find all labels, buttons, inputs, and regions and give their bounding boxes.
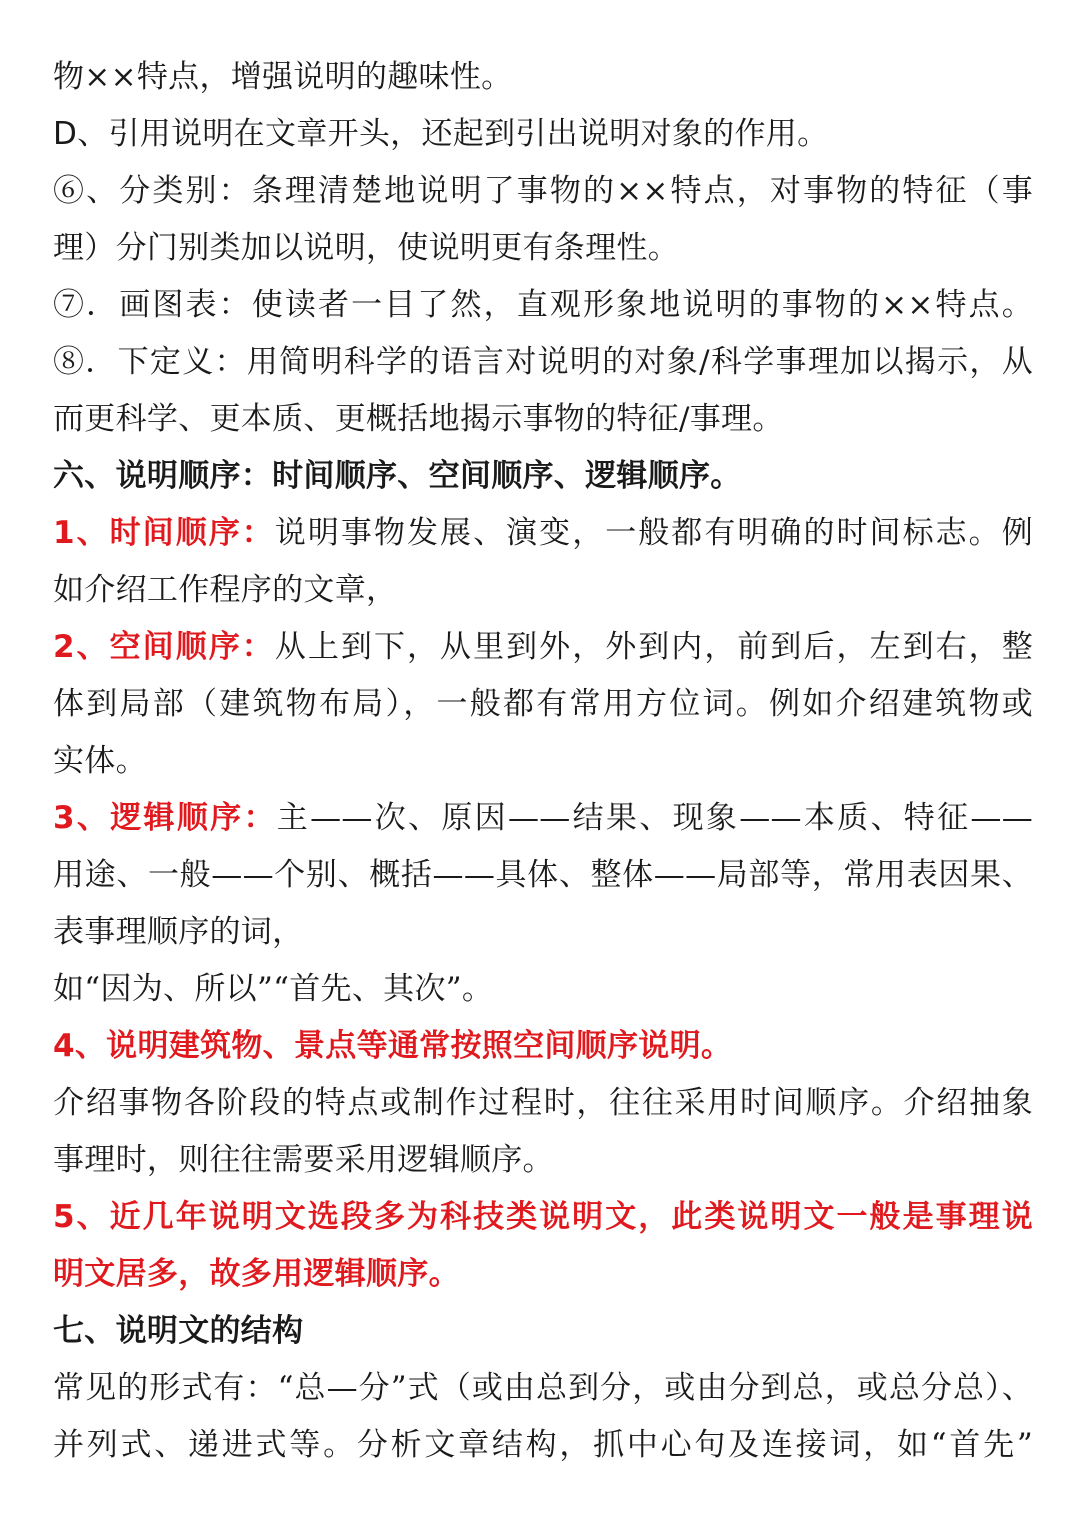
order-item-5-text-b: 明文居多，故多用逻辑顺序。 <box>53 1256 460 1292</box>
structure-text-b: 并列式、递进式等。分析文章结构，抓中心句及连接词，如“首先” <box>53 1427 1033 1463</box>
order-item-3-cont <box>53 847 1033 904</box>
text-line-7-content: 而更科学、更本质、更概括地揭示事物的特征/事理。 <box>53 401 784 437</box>
space-order-text-a: 从上到下，从里到外，外到内，前到后，左到右，整 <box>274 629 1033 665</box>
order-item-2-cont2 <box>53 733 1033 790</box>
text-line-6-content: ⑧．下定义：用简明科学的语言对说明的对象/科学事理加以揭示，从 <box>53 344 1033 380</box>
order-item-4 <box>53 1018 1033 1075</box>
logic-order-text-a: 主——次、原因——结果、现象——本质、特征—— <box>276 800 1033 836</box>
text-line-2-content: 、引用说明在文章开头，还起到引出说明对象的作用。 <box>77 116 829 152</box>
order-item-3-cont3 <box>53 961 1033 1018</box>
text-line-5 <box>53 277 1033 334</box>
space-order-text-c: 实体。 <box>53 743 147 779</box>
structure-text-line-2 <box>53 1417 1033 1474</box>
time-order-text-b: 如介绍工作程序的文章， <box>53 572 398 608</box>
order-item-5-text-a: 5、近几年说明文选段多为科技类说明文，此类说明文一般是事理说 <box>53 1199 1033 1235</box>
text-line-1 <box>53 49 1033 106</box>
text-line-6 <box>53 334 1033 391</box>
text-line-7 <box>53 391 1033 448</box>
order-item-4-text: 4、说明建筑物、景点等通常按照空间顺序说明。 <box>53 1028 733 1064</box>
section-7-heading-text: 七、说明文的结构 <box>53 1313 304 1349</box>
logic-order-text-b: 用途、一般——个别、概括——具体、整体——局部等，常用表因果、 <box>53 857 1033 893</box>
order-item-3 <box>53 790 1033 847</box>
order-item-2 <box>53 619 1033 676</box>
text-line-4 <box>53 220 1033 277</box>
time-order-label: 1、时间顺序： <box>53 515 275 551</box>
text-line-3-content: ⑥、分类别：条理清楚地说明了事物的××特点，对事物的特征（事 <box>53 173 1033 209</box>
logic-order-text-c: 表事理顺序的词， <box>53 914 304 950</box>
time-order-text-a: 说明事物发展、演变，一般都有明确的时间标志。例 <box>274 515 1033 551</box>
structure-text-a: 常见的形式有：“总—分”式（或由总到分，或由分到总，或总分总）、 <box>53 1370 1033 1406</box>
text-line-2 <box>53 106 1033 163</box>
section-7-heading <box>53 1303 1033 1360</box>
space-order-label: 2、空间顺序： <box>53 629 275 665</box>
order-item-1-cont <box>53 562 1033 619</box>
logic-order-label: 3、逻辑顺序： <box>53 800 277 836</box>
section-6-heading <box>53 448 1033 505</box>
section-6-heading-text: 六、说明顺序：时间顺序、空间顺序、逻辑顺序。 <box>53 458 742 494</box>
order-item-4-body-a: 介绍事物各阶段的特点或制作过程时，往往采用时间顺序。介绍抽象 <box>53 1085 1033 1121</box>
order-item-5 <box>53 1189 1033 1246</box>
order-item-4-body <box>53 1075 1033 1132</box>
text-line-5-content: ⑦．画图表：使读者一目了然，直观形象地说明的事物的××特点。 <box>53 287 1033 323</box>
text-line-1-content: 物××特点，增强说明的趣味性。 <box>53 59 513 95</box>
document-page <box>53 49 1033 1474</box>
text-line-4-content: 理）分门别类加以说明，使说明更有条理性。 <box>53 230 679 266</box>
logic-order-text-d: 如“因为、所以”“首先、其次”。 <box>53 971 494 1007</box>
order-item-4-body-b: 事理时，则往往需要采用逻辑顺序。 <box>53 1142 554 1178</box>
space-order-text-b: 体到局部（建筑物布局），一般都有常用方位词。例如介绍建筑物或 <box>53 686 1033 722</box>
order-item-2-cont <box>53 676 1033 733</box>
structure-text-line-1 <box>53 1360 1033 1417</box>
order-item-5-cont <box>53 1246 1033 1303</box>
order-item-4-body-cont <box>53 1132 1033 1189</box>
item-d-marker: D <box>53 116 78 152</box>
text-line-3 <box>53 163 1033 220</box>
order-item-1 <box>53 505 1033 562</box>
order-item-3-cont2 <box>53 904 1033 961</box>
